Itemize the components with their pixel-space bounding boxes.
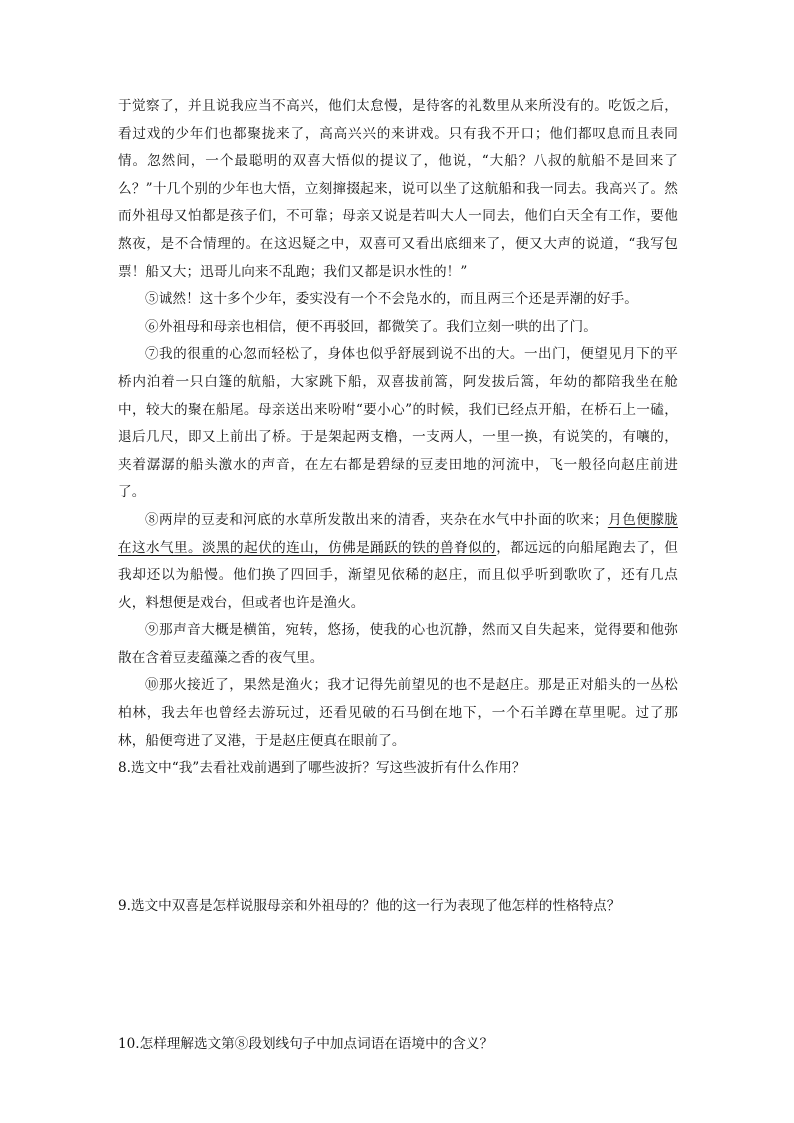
paragraph-10: ⑩那火接近了，果然是渔火；我才记得先前望见的也不是赵庄。那是正对船头的一丛松柏林，我去年也曾经去游玩过，还看见破的石马倒在地下，一个石羊蹲在草里呢。过了那林，船便弯进了叉港，于是赵庄便真在眼前了。: [118, 677, 678, 749]
paragraph-6: ⑥外祖母和母亲也相信，便不再驳回，都微笑了。我们立刻一哄的出了门。: [145, 318, 597, 335]
paragraph-8: [118, 507, 678, 617]
document-page: [118, 93, 678, 1059]
paragraph-9: ⑨那声音大概是横笛，宛转，悠扬，使我的心也沉静，然而又自失起来，觉得要和他弥散在含着豆麦蕴藻之香的夜气里。: [118, 622, 678, 666]
question-9: 9.选文中双喜是怎样说服母亲和外祖母的？他的这一行为表现了他怎样的性格特点？: [118, 897, 621, 914]
paragraph-4-continued: 于觉察了，并且说我应当不高兴，他们太怠慢，是待客的礼数里从来所没有的。吃饭之后，看过戏的少年们也都聚拢来了，高高兴兴的来讲戏。只有我不开口；他们都叹息而且表同情。忽然间，一个最聪明的双喜大悟似的提议了，他说，“大船？八叔的航船不是回来了么？”十几个别的少年也大悟，立刻撺掇起来，说可以坐了这航船和我一同去。我高兴了。然而外祖母又怕都是孩子们，不可靠；母亲又说是若叫大人一同去，他们白天全有工作，要他熬夜，是不合情理的。在这迟疑之中，双喜可又看出底细来了，便又大声的说道，“我写包票！船又大；迅哥儿向来不乱跑；我们又都是识水性的！”: [118, 98, 678, 280]
question-8: 8.选文中“我”去看社戏前遇到了哪些波折？写这些波折有什么作用？: [118, 760, 526, 777]
paragraph-7: ⑦我的很重的心忽而轻松了，身体也似乎舒展到说不出的大。一出门，便望见月下的平桥内泊着一只白篷的航船，大家跳下船，双喜拔前篙，阿发拔后篙，年幼的都陪我坐在舱中，较大的聚在船尾。母亲送出来吩咐“要小心”的时候，我们已经点开船，在桥石上一磕，退后几尺，即又上前出了桥。于是架起两支橹，一支两人，一里一换，有说笑的，有嚷的，夹着潺潺的船头激水的声音，在左右都是碧绿的豆麦田地的河流中，飞一般径向赵庄前进了。: [118, 346, 678, 501]
paragraph-8-text-b: ，都远远的向船尾跑去了，但我却还以为船慢。他们换了四回手，渐望见依稀的赵庄，而且似乎听到歌吹了，还有几点火，料想便是戏台，但或者也许是渔火。: [118, 539, 678, 611]
question-10: 10.怎样理解选文第⑧段划线句子中加点词语在语境中的含义？: [118, 1036, 494, 1053]
paragraph-8-text-a: ⑧两岸的豆麦和河底的水草所发散出来的清香，夹杂在水气中扑面的吹来；: [145, 511, 608, 528]
paragraph-5: ⑤诚然！这十多个少年，委实没有一个不会凫水的，而且两三个还是弄潮的好手。: [145, 291, 638, 308]
paragraph-8-underlined-sentence: 月色便朦胧在这水气里。淡黑的起伏的连山，仿佛是踊跃的铁的兽脊似的: [118, 511, 678, 556]
